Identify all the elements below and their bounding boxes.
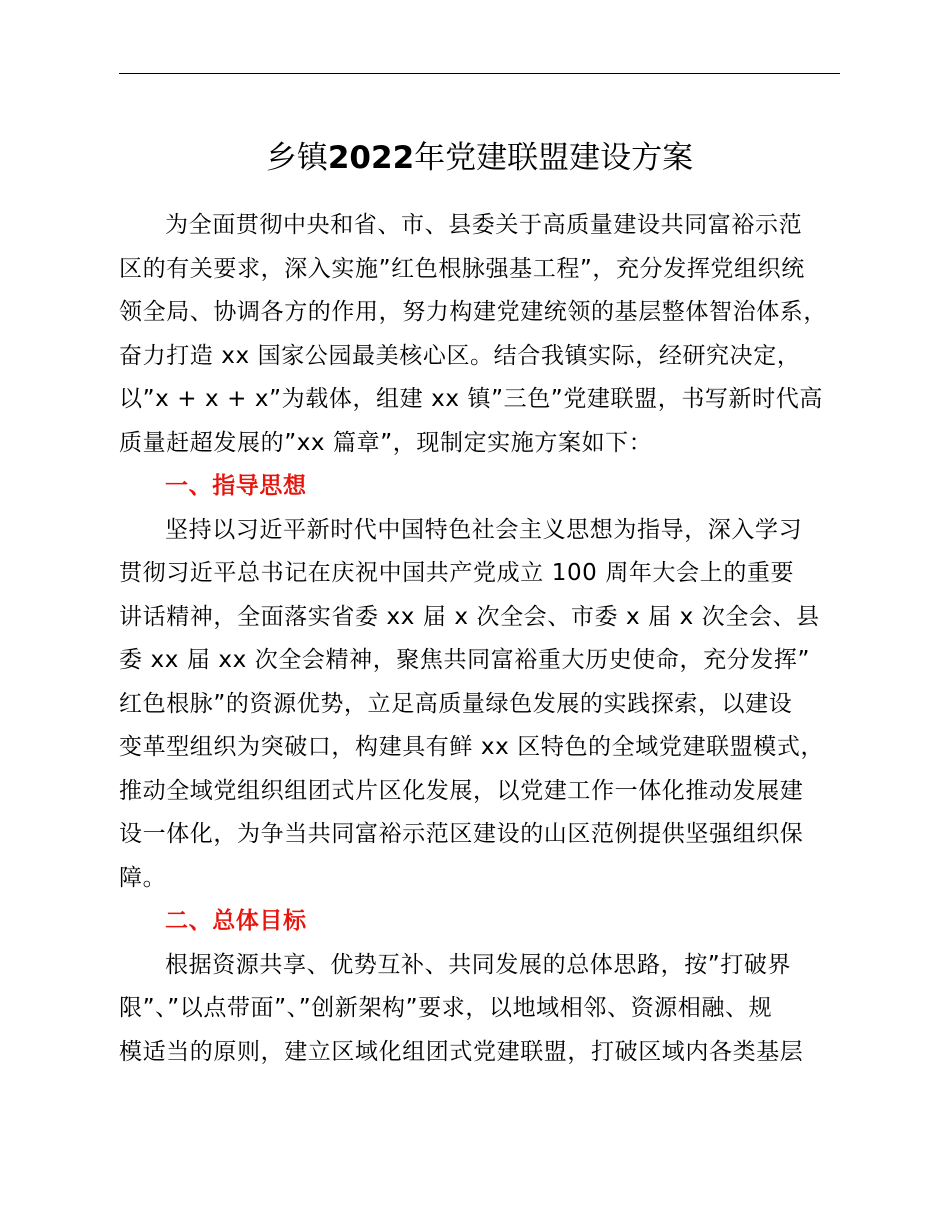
paragraph-line: 为全面贯彻中央和省、市、县委关于高质量建设共同富裕示范 [165, 212, 803, 238]
paragraph-line: 红色根脉”的资源优势，立足高质量绿色发展的实践探索，以建设 [119, 690, 793, 717]
header-rule [119, 73, 840, 74]
paragraph-line: 限”、”以点带面”、”创新架构”要求，以地域相邻、资源相融、规 [119, 995, 773, 1021]
paragraph-line: 奋力打造 xx 国家公园最美核心区。结合我镇实际，经研究决定， [119, 342, 801, 369]
paragraph-line: 区的有关要求，深入实施”红色根脉强基工程”，充分发挥党组织统 [119, 255, 805, 282]
paragraph-line: 根据资源共享、优势互补、共同发展的总体思路，按”打破界 [165, 951, 792, 978]
paragraph-line: 坚持以习近平新时代中国特色社会主义思想为指导，深入学习 [165, 516, 803, 543]
section-paragraph-guiding-ideology [119, 509, 859, 901]
document-body [119, 204, 859, 1074]
title-year: 2022 [327, 140, 415, 176]
paragraph-line: 推动全域党组织组团式片区化发展，以党建工作一体化推动发展建 [119, 777, 804, 804]
intro-paragraph [119, 204, 859, 465]
section-paragraph-overall-goals [119, 944, 859, 1075]
document-title [119, 134, 840, 182]
paragraph-line: 设一体化，为争当共同富裕示范区建设的山区范例提供坚强组织保 [119, 821, 804, 847]
paragraph-line: 委 xx 届 xx 次全会精神，聚焦共同富裕重大历史使命，充分发挥” [119, 647, 811, 673]
paragraph-line: 贯彻习近平总书记在庆祝中国共产党成立 100 周年大会上的重要 [119, 560, 795, 586]
paragraph-line: 以”x + x + x”为载体，组建 xx 镇”三色”党建联盟，书写新时代高 [119, 386, 823, 412]
section-heading-guiding-ideology: 一、指导思想 [165, 473, 307, 499]
paragraph-line: 质量赶超发展的”xx 篇章”，现制定实施方案如下： [119, 429, 653, 456]
paragraph-line: 变革型组织为突破口，构建具有鲜 xx 区特色的全域党建联盟模式， [119, 734, 825, 760]
title-prefix: 乡镇 [265, 140, 328, 176]
paragraph-line: 领全局、协调各方的作用，努力构建党建统领的基层整体智治体系， [119, 299, 827, 325]
paragraph-line: 模适当的原则，建立区域化组团式党建联盟，打破区域内各类基层 [119, 1038, 804, 1065]
title-suffix: 年党建联盟建设方案 [414, 140, 694, 176]
section-heading-overall-goals: 二、总体目标 [165, 908, 307, 934]
paragraph-line: 障。 [119, 864, 167, 891]
paragraph-line: 讲话精神，全面落实省委 xx 届 x 次全会、市委 x 届 x 次全会、县 [119, 603, 820, 630]
